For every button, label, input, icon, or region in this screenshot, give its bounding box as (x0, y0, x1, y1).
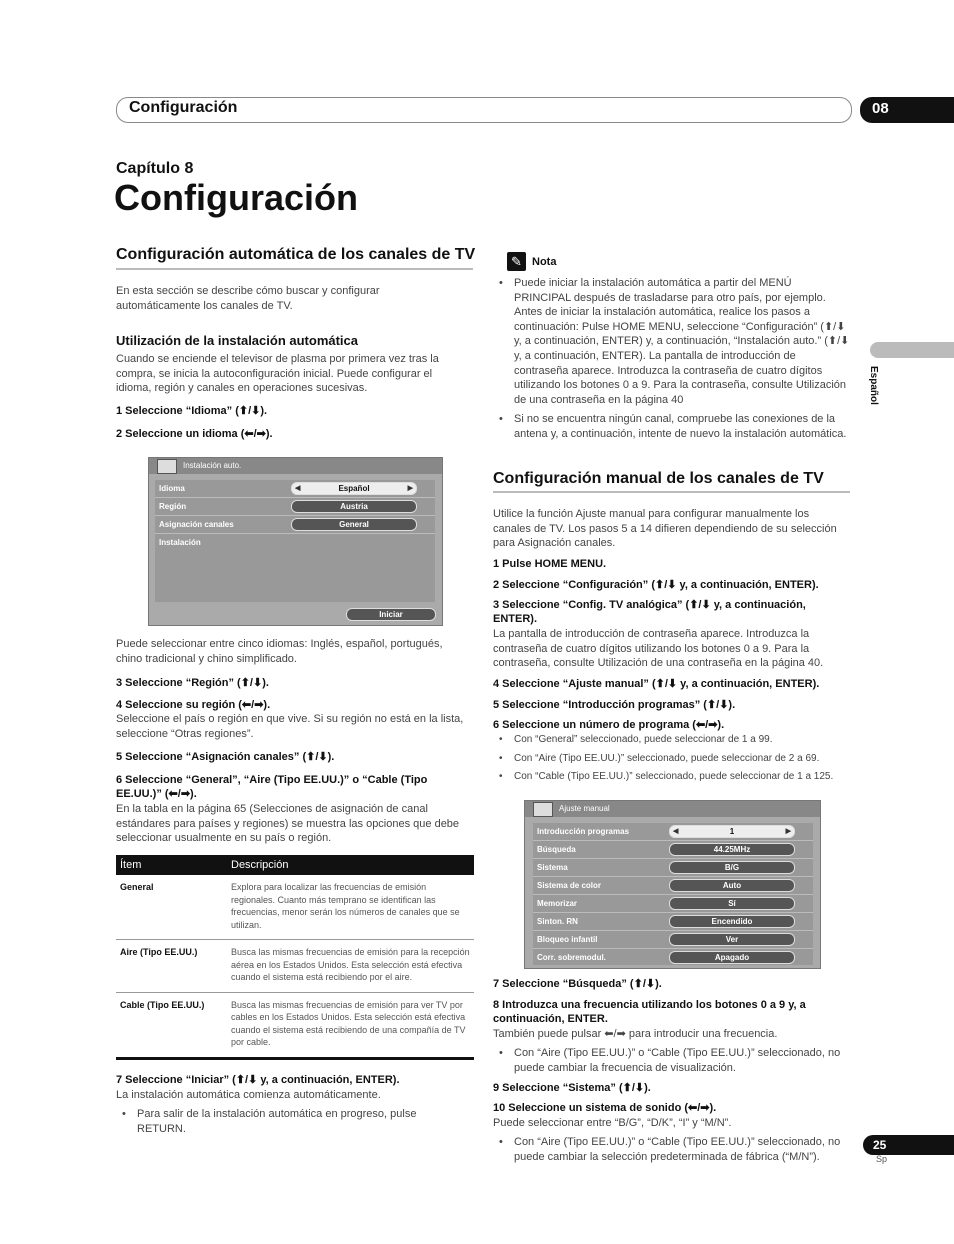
table-row (116, 875, 474, 940)
color-system-value[interactable]: Auto (669, 879, 795, 892)
manual-adjust-screen (524, 800, 821, 969)
chapter-tab (860, 97, 954, 123)
screen-title-bar (149, 458, 442, 474)
language-side-tab (870, 342, 954, 358)
manual-step-8-text: También puede pulsar ⬅/➡ para introducir una frecuencia. (493, 1028, 778, 1040)
note-bullet-1: • Puede iniciar la instalación automática a partir del MENÚ PRINCIPAL después de trasladarse para otro país, por ejemplo. Antes de iniciar la instalación automática, realice los pasos a continuación: Pulse HOME MENU, seleccione “Configuración” (⬆/⬇ y, a continuación, ENTER) y, a continuación, “Instalación auto.” (⬆/⬇ y, a continuación, ENTER). La pantalla de introducción de contraseña aparece. Introduzca la contraseña de cuatro dígitos utilizando los botones 0 a 9. Para la contraseña, consulte Utilización de una contraseña en la página 40 (493, 276, 850, 407)
manual-step-6: 6 Seleccione un número de programa (⬅/➡). (493, 719, 725, 731)
manual-step-9: 9 Seleccione “Sistema” (⬆/⬇). (493, 1082, 651, 1094)
menu-row[interactable]: Idioma ◀ Español ▶ (155, 480, 435, 498)
tv-icon (533, 802, 553, 817)
start-button[interactable]: Iniciar (346, 608, 436, 621)
manual-step-10-bullet: • Con “Aire (Tipo EE.UU.)” o “Cable (Tipo EE.UU.)” seleccionado, no puede cambiar la selección predeterminada de fábrica (“M/N”). (493, 1135, 850, 1164)
manual-step-10: 10 Seleccione un sistema de sonido (⬅/➡). (493, 1102, 717, 1114)
auto-step-5: 5 Seleccione “Asignación canales” (⬆/⬇). (116, 751, 335, 763)
channel-assign-value[interactable]: General (291, 518, 417, 531)
menu-row[interactable]: Corr. sobremodul. Apagado (533, 949, 813, 966)
system-value[interactable]: B/G (669, 861, 795, 874)
program-value[interactable]: ◀ 1 ▶ (669, 825, 795, 838)
note-label: Nota (532, 256, 557, 268)
page-number-tab (863, 1135, 954, 1155)
divider (116, 268, 473, 270)
manual-step-5: 5 Seleccione “Introducción programas” (⬆/⬇). (493, 699, 736, 711)
manual-step-8-bullet: • Con “Aire (Tipo EE.UU.)” o “Cable (Tipo EE.UU.)” seleccionado, no puede cambiar la frecuencia de visualización. (493, 1046, 850, 1075)
note-icon: ✎ (507, 252, 526, 271)
manual-step-6-bullet: • Con “Aire (Tipo EE.UU.)” seleccionado, puede seleccionar de 2 a 69. (493, 752, 871, 767)
auto-step-4: 4 Seleccione su región (⬅/➡). (116, 699, 271, 711)
screen-title: Ajuste manual (559, 804, 610, 813)
menu-row[interactable]: Sistema de color Auto (533, 877, 813, 895)
manual-step-6-bullet: • Con “Cable (Tipo EE.UU.)” seleccionado, puede seleccionar de 1 a 125. (493, 770, 874, 785)
table-header-item: Ítem (116, 855, 227, 875)
page-suffix: Sp (876, 1154, 888, 1164)
header-bar (116, 97, 852, 123)
search-value[interactable]: 44.25MHz (669, 843, 795, 856)
child-lock-value[interactable]: Ver (669, 933, 795, 946)
auto-step-2: 2 Seleccione un idioma (⬅/➡). (116, 428, 273, 440)
languages-text: Puede seleccionar entre cinco idiomas: Inglés, español, portugués, chino tradicional y chino simplificado. (116, 638, 443, 665)
auto-step-6-text: En la tabla en la página 65 (Selecciones de asignación de canal estándares para países y regiones) se muestra las opciones que debe seleccionar usualmente en su país o región. (116, 803, 460, 845)
menu-row[interactable]: Búsqueda 44.25MHz (533, 841, 813, 859)
page-number: 25 (873, 1138, 887, 1152)
manual-step-2: 2 Seleccione “Configuración” (⬆/⬇ y, a continuación, ENTER). (493, 579, 819, 591)
menu-row[interactable]: Memorizar Sí (533, 895, 813, 913)
manual-step-4: 4 Seleccione “Ajuste manual” (⬆/⬇ y, a continuación, ENTER). (493, 678, 820, 690)
table-header-desc: Descripción (227, 855, 474, 875)
manual-step-3-text: La pantalla de introducción de contraseña aparece. Introduzca la contraseña de cuatro dígitos utilizando los botones 0 a 9. Para la contraseña, consulte Utilización de una contraseña en la página 40. (493, 628, 824, 670)
page-title: Configuración (114, 177, 358, 218)
menu-row[interactable]: Sinton. RN Encendido (533, 913, 813, 931)
manual-step-8: 8 Introduzca una frecuencia utilizando los botones 0 a 9 y, a continuación, ENTER. (493, 999, 806, 1025)
nr-tuning-value[interactable]: Encendido (669, 915, 795, 928)
table-item: Cable (Tipo EE.UU.) (116, 992, 227, 1058)
auto-subtext: Cuando se enciende el televisor de plasma por primera vez tras la compra, se inicia la autoconfiguración inicial. Puede configurar el idioma, región y canales en operaciones sucesivas. (116, 353, 439, 395)
note-bullet-2: • Si no se encuentra ningún canal, compruebe las conexiones de la antena y, a continuación, intente de nuevo la instalación automática. (493, 412, 850, 441)
auto-step-3: 3 Seleccione “Región” (⬆/⬇). (116, 677, 269, 689)
region-value[interactable]: Austria (291, 500, 417, 513)
manual-step-3: 3 Seleccione “Config. TV analógica” (⬆/⬇ y, a continuación, ENTER). (493, 599, 806, 625)
manual-intro: Utilice la función Ajuste manual para configurar manualmente los canales de TV. Los pasos 5 a 14 difieren dependiendo de su selección para Asignación canales. (493, 508, 837, 550)
screen-title: Instalación auto. (183, 461, 242, 470)
language-side-label: Español (868, 366, 879, 405)
idioma-value[interactable]: ◀ Español ▶ (291, 482, 417, 495)
tv-icon (157, 459, 177, 474)
table-row (116, 992, 474, 1058)
auto-step-6: 6 Seleccione “General”, “Aire (Tipo EE.UU.)” o “Cable (Tipo EE.UU.)” (⬅/➡). (116, 774, 428, 800)
table-desc: Busca las mismas frecuencias de emisión para la recepción aérea en los Estados Unidos. Esta selección está efectiva cuando el sistema está recibiendo por el aire. (227, 940, 474, 993)
chapter-label: Capítulo 8 (116, 160, 194, 177)
auto-install-screen (148, 457, 443, 626)
channel-assign-table (116, 855, 474, 1060)
screen-menu (155, 480, 435, 602)
screen-title-bar (525, 801, 820, 817)
manual-heading: Configuración manual de los canales de TV (493, 470, 824, 487)
manual-step-10-text: Puede seleccionar entre “B/G”, “D/K”, “I” y “M/N”. (493, 1117, 732, 1129)
manual-step-7: 7 Seleccione “Búsqueda” (⬆/⬇). (493, 978, 662, 990)
auto-subheading: Utilización de la instalación automática (116, 333, 359, 348)
auto-intro: En esta sección se describe cómo buscar y configurar automáticamente los canales de TV. (116, 285, 380, 312)
manual-step-6-bullet: • Con “General” seleccionado, puede seleccionar de 1 a 99. (493, 733, 871, 748)
table-desc: Busca las mismas frecuencias de emisión para ver TV por cables en los Estados Unidos. Esta selección está efectiva cuando el sistema está recibiendo de una compañía de TV por cable. (227, 992, 474, 1058)
menu-row[interactable]: Introducción programas ◀ 1 ▶ (533, 823, 813, 841)
menu-row[interactable]: Bloqueo infantil Ver (533, 931, 813, 949)
overmod-value[interactable]: Apagado (669, 951, 795, 964)
table-row (116, 940, 474, 993)
table-desc: Explora para localizar las frecuencias de emisión regionales. Cuanto más temprano se identifican las frecuencias, menor serán los números de canales que se utilizan. (227, 875, 474, 940)
memorize-value[interactable]: Sí (669, 897, 795, 910)
auto-step-1: 1 Seleccione “Idioma” (⬆/⬇). (116, 405, 268, 417)
menu-row[interactable]: Región Austria (155, 498, 435, 516)
table-header-row (116, 855, 474, 875)
menu-row[interactable]: Instalación (159, 538, 201, 547)
menu-row[interactable]: Asignación canales General (155, 516, 435, 534)
chapter-number: 08 (872, 100, 889, 117)
auto-step-4-text: Seleccione el país o región en que vive. Si su región no está en la lista, seleccione “Otras regiones”. (116, 713, 464, 740)
header-section-title: Configuración (129, 99, 238, 116)
auto-step-7-text: La instalación automática comienza automáticamente. (116, 1089, 381, 1101)
screen-menu (533, 823, 813, 965)
menu-row[interactable]: Sistema B/G (533, 859, 813, 877)
divider (493, 491, 850, 493)
auto-step-7-bullet: • Para salir de la instalación automática en progreso, pulse RETURN. (116, 1107, 467, 1136)
table-item: Aire (Tipo EE.UU.) (116, 940, 227, 993)
auto-step-7: 7 Seleccione “Iniciar” (⬆/⬇ y, a continuación, ENTER). (116, 1074, 400, 1086)
table-item: General (116, 875, 227, 940)
auto-heading: Configuración automática de los canales de TV (116, 246, 476, 263)
manual-step-1: 1 Pulse HOME MENU. (493, 558, 607, 570)
